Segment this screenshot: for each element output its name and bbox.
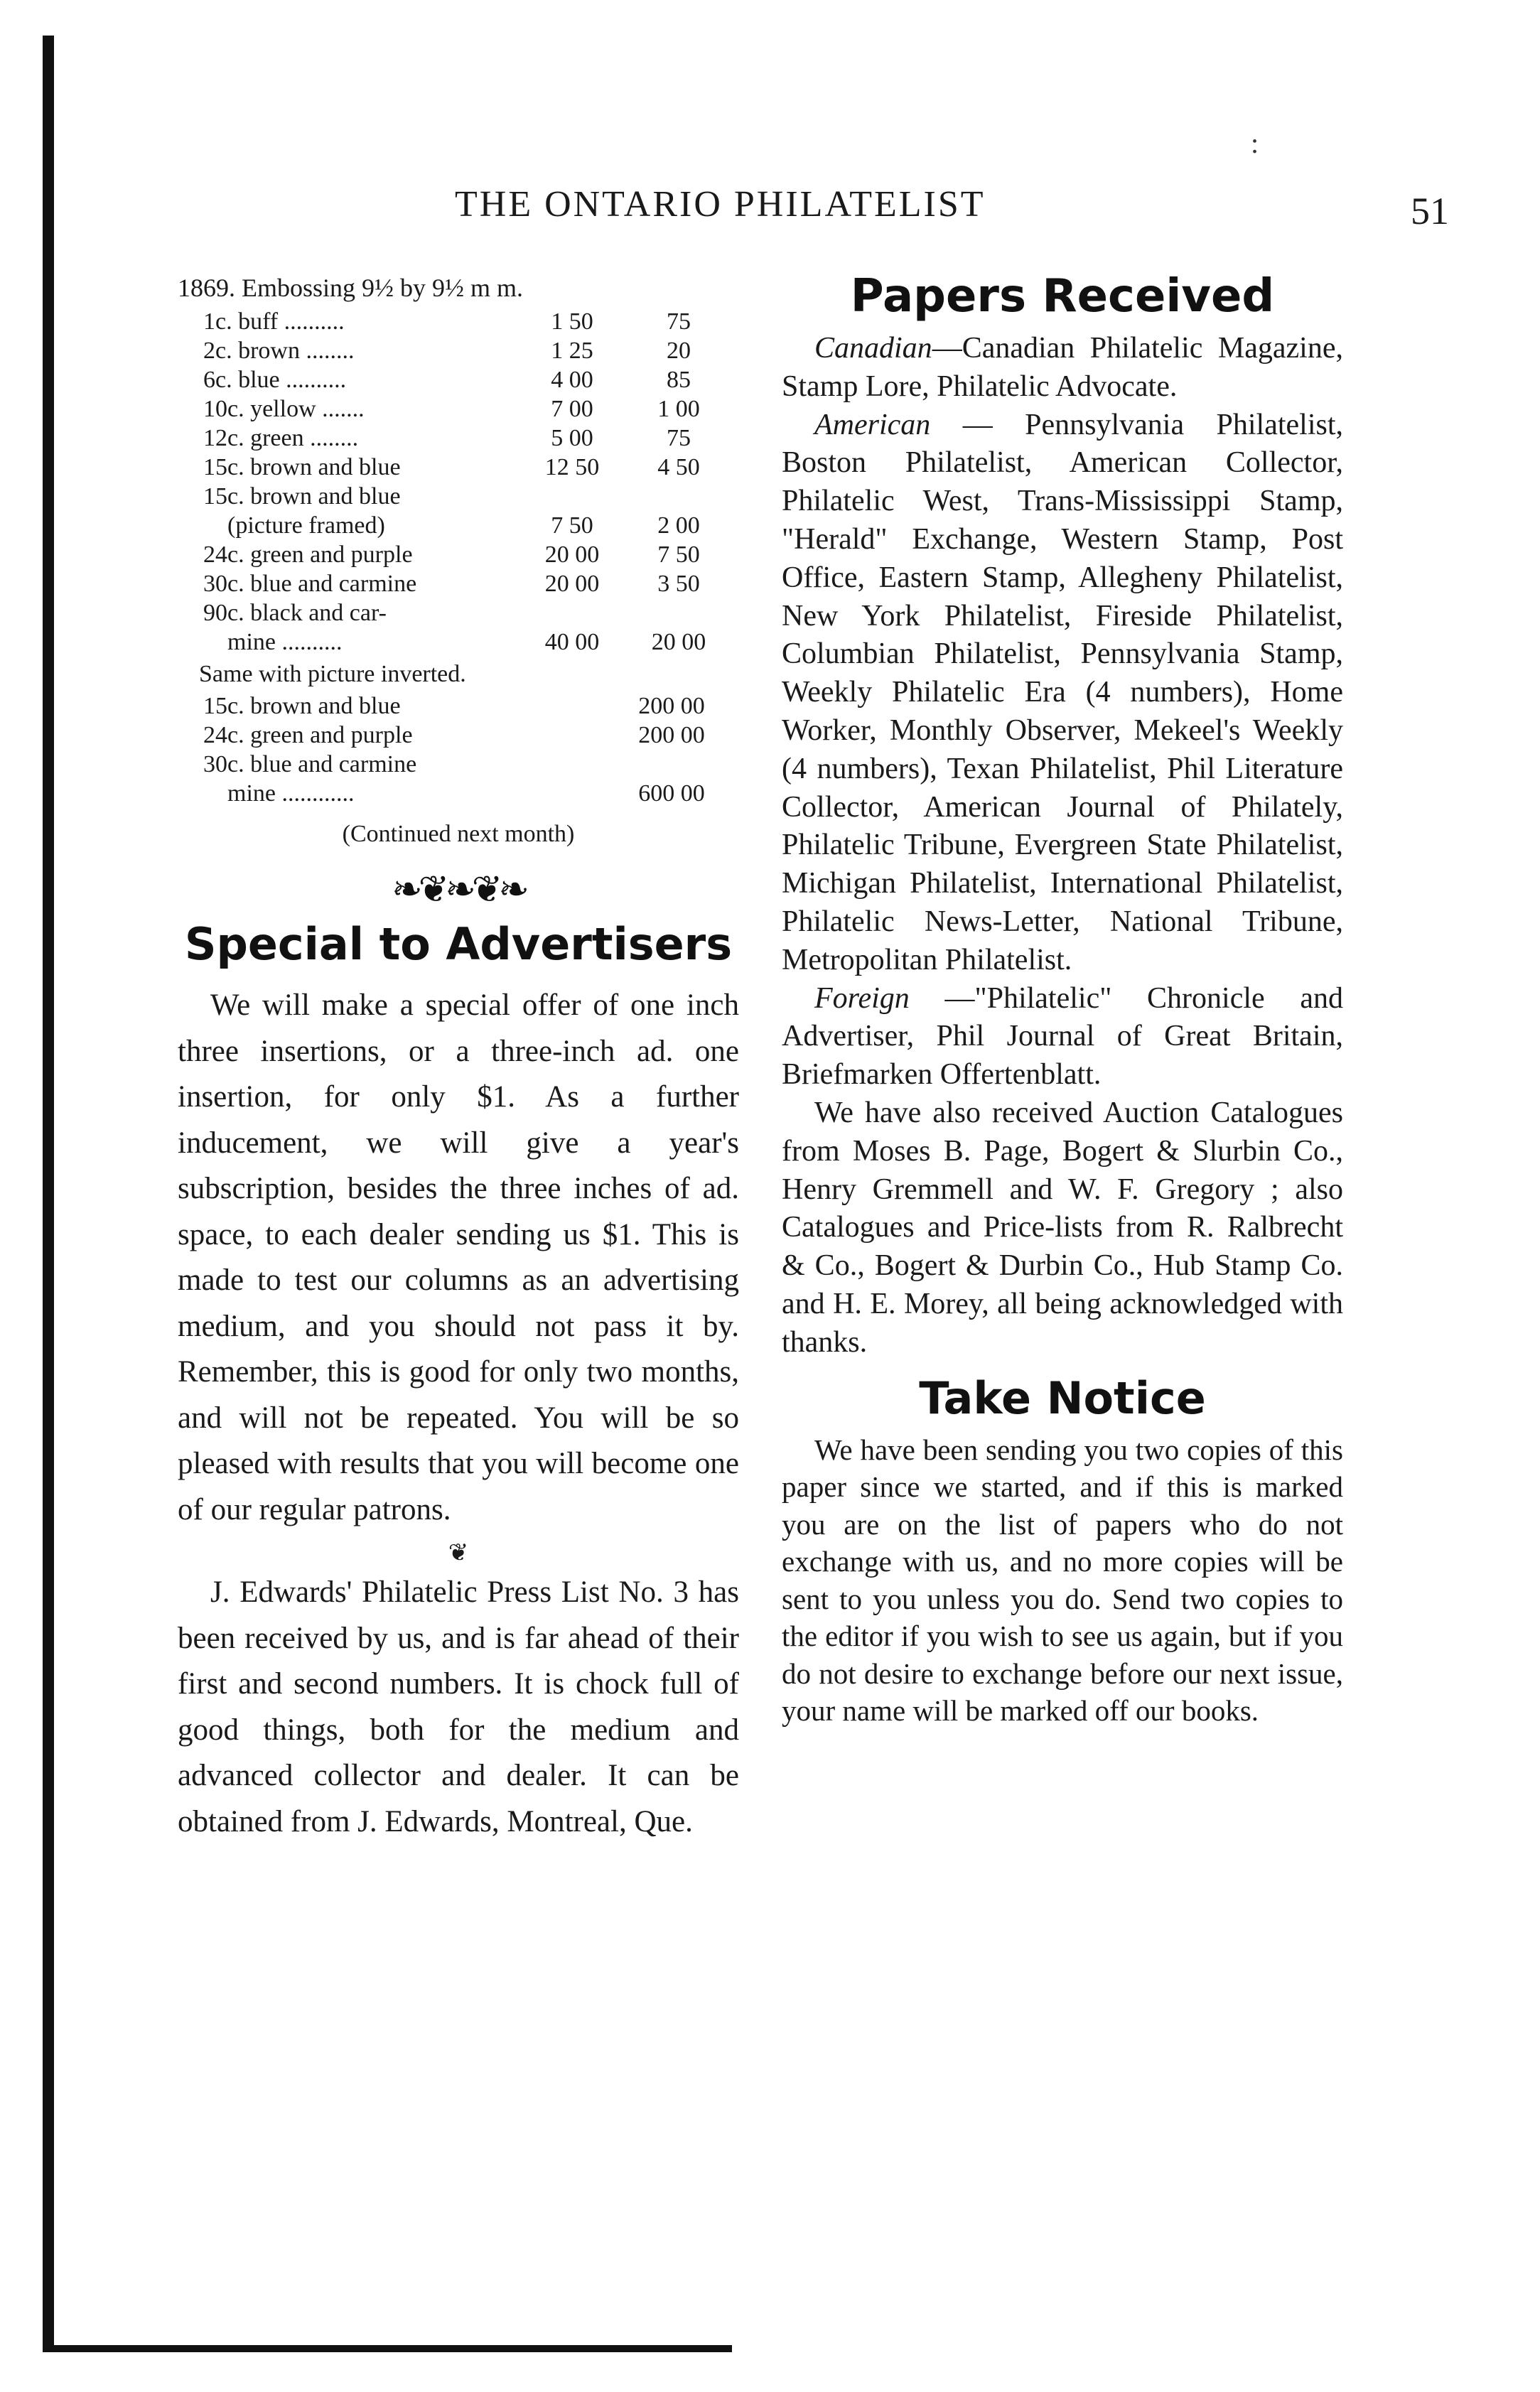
papers-foreign: [782, 980, 1343, 1094]
small-ornament: ❦: [448, 1540, 469, 1566]
page-number: 51: [1411, 190, 1449, 232]
running-head: THE ONTARIO PHILATELIST: [455, 184, 986, 225]
row-value-unused: 20 00: [544, 571, 600, 597]
row-value-unused: 12 50: [544, 454, 600, 480]
row-label: mine ............: [227, 780, 355, 807]
table-row: [178, 365, 739, 394]
foreign-text: —"Philatelic" Chronicle and Advertiser, Phil Journal of Great Britain, Briefmarken Offertenblatt.: [782, 981, 1343, 1092]
special-heading: Special to Advertisers: [184, 918, 733, 970]
table-row: [178, 336, 739, 365]
bottom-margin-rule: [43, 2345, 732, 2352]
table-row: [178, 540, 739, 569]
row-label: mine ..........: [227, 629, 343, 655]
table-row: [178, 721, 739, 750]
table-caption: 1869. Embossing 9½ by 9½ m m.: [178, 274, 524, 302]
row-value: 600 00: [638, 780, 705, 807]
row-value-used: 2 00: [657, 512, 700, 539]
row-value-used: 75: [667, 425, 691, 451]
row-label: (picture framed): [227, 512, 385, 539]
table-row: [178, 569, 739, 598]
table-row: [178, 424, 739, 453]
table-row: [178, 511, 739, 540]
row-label: 15c. brown and blue: [203, 483, 401, 510]
papers-auction: We have also received Auction Catalogues from Moses B. Page, Bogert & Slurbin Co., Henry Gremmell and W. F. Gregory ; also Catalogues and Price-lists from R. Ralbrecht & Co., Bogert & Durbin Co., Hub Stamp Co. and H. E. Morey, all being acknowledged with thanks.: [782, 1096, 1343, 1359]
row-value-unused: 5 00: [551, 425, 593, 451]
row-value-used: 4 50: [657, 454, 700, 480]
american-text: — Pennsylvania Philatelist, Boston Philatelist, American Collector, Philatelic West, Trans-Mississippi Stamp, "Herald" Exchange, Western Stamp, Post Office, Eastern Stamp, Allegheny Philatelist, New York Philatelist, Fireside Philatelist, Columbian Philatelist, Pennsylvania Stamp, Weekly Philatelic Era (4 numbers), Home Worker, Monthly Observer, Mekeel's Weekly (4 numbers), Texan Philatelist, Phil Literature Collector, American Journal of Philately, Philatelic Tribune, Evergreen State Philatelist, Michigan Philatelist, International Philatelist, Philatelic News-Letter, National Tribune, Metropolitan Philatelist.: [782, 408, 1343, 976]
table-row: [178, 482, 739, 511]
row-label: 30c. blue and carmine: [203, 571, 417, 597]
row-label: 15c. brown and blue: [203, 693, 401, 719]
left-column: [178, 274, 739, 1845]
row-label: 30c. blue and carmine: [203, 751, 417, 777]
row-label: 15c. brown and blue: [203, 454, 401, 480]
row-value-used: 20 00: [651, 629, 706, 655]
row-value-unused: 40 00: [544, 629, 600, 655]
row-label: 6c. blue ..........: [203, 367, 347, 393]
table-row: [178, 750, 739, 779]
foreign-label: Foreign: [814, 981, 910, 1015]
papers-american: [782, 406, 1343, 980]
row-value: 200 00: [638, 693, 705, 719]
row-label: 10c. yellow .......: [203, 396, 365, 422]
notice-heading: Take Notice: [919, 1372, 1206, 1424]
papers-canadian: [782, 330, 1343, 406]
table-rows: [178, 307, 739, 657]
row-value-used: 1 00: [657, 396, 700, 422]
row-value-used: 20: [667, 338, 691, 364]
table-row: [178, 453, 739, 482]
row-label: 90c. black and car-: [203, 600, 387, 626]
table-row: [178, 598, 739, 627]
row-label: 12c. green ........: [203, 425, 359, 451]
american-label: American: [814, 408, 931, 441]
row-value-unused: 7 50: [551, 512, 593, 539]
row-value: 200 00: [638, 722, 705, 748]
notice-body: We have been sending you two copies of this paper since we started, and if this is marked you are on the list of papers who do not exchange with us, and no more copies will be sent to you unless you do. Send two copies to the editor if you wish to see us again, but if you do not desire to exchange before our next issue, your name will be marked off our books.: [782, 1433, 1343, 1728]
right-column: [782, 270, 1343, 1730]
canadian-text: —Canadian Philatelic Magazine, Stamp Lore, Philatelic Advocate.: [782, 332, 1343, 403]
row-value-unused: 1 25: [551, 338, 593, 364]
table-row: [178, 627, 739, 657]
row-value-used: 7 50: [657, 542, 700, 568]
row-label: 1c. buff ..........: [203, 308, 345, 335]
row-value-unused: 4 00: [551, 367, 593, 393]
row-value-used: 85: [667, 367, 691, 393]
canadian-label: Canadian: [814, 332, 932, 365]
table-row: [178, 691, 739, 721]
stamp-price-table: [178, 274, 739, 848]
table-row: [178, 779, 739, 808]
stray-mark: :: [1251, 127, 1259, 159]
row-value-unused: 7 00: [551, 396, 593, 422]
ornament-divider: ❧❦❧❦❧: [392, 870, 525, 910]
row-label: 2c. brown ........: [203, 338, 355, 364]
left-margin-rule: [43, 36, 54, 2345]
edwards-notice: J. Edwards' Philatelic Press List No. 3 has been received by us, and is far ahead of their first and second numbers. It is chock full of good things, both for the medium and advanced collector and dealer. It can be obtained from J. Edwards, Montreal, Que.: [178, 1575, 739, 1838]
table-row: [178, 394, 739, 424]
table-row: [178, 307, 739, 336]
row-value-unused: 1 50: [551, 308, 593, 335]
row-value-unused: 20 00: [544, 542, 600, 568]
row-value-used: 3 50: [657, 571, 700, 597]
row-label: 24c. green and purple: [203, 722, 413, 748]
table-note: Same with picture inverted.: [199, 661, 466, 687]
papers-heading: Papers Received: [850, 270, 1275, 323]
special-body: We will make a special offer of one inch three insertions, or a three-inch ad. one insertion, for only $1. As a further inducement, we will give a year's subscription, besides the three inches of ad. space, to each dealer sending us $1. This is made to test our columns as an advertising medium, and you should not pass it by. Remember, this is good for only two months, and will not be repeated. You will be so pleased with results that you will become one of our regular patrons.: [178, 988, 739, 1526]
row-value-used: 75: [667, 308, 691, 335]
row-label: 24c. green and purple: [203, 542, 413, 568]
table-rows-inverted: [178, 691, 739, 808]
continued-note: (Continued next month): [342, 821, 575, 847]
